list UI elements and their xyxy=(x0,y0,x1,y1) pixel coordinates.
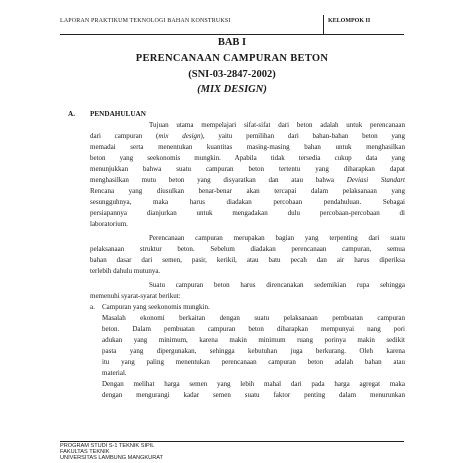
paragraph-line: Suatu campuran beton harus direncanakan sedemikian rupa sehingga xyxy=(149,281,405,289)
list-item-line: dengan mengurangi kadar semen suatu faktor penting dalam menurunkan xyxy=(102,391,405,399)
footer-divider xyxy=(60,441,404,442)
footer-program: PROGRAM STUDI S-1 TEKNIK SIPIL xyxy=(60,443,155,449)
list-item-line: Dengan melihat harga semen yang lebih mahal dari pada harga agregat maka xyxy=(102,380,405,388)
list-item-line: Masalah ekonomi berkaitan dengan suatu pelaksanaan pembuatan campuran xyxy=(102,314,405,322)
list-marker: a. xyxy=(90,303,95,311)
chapter-label: BAB I xyxy=(217,37,247,48)
emphasis-text: mix design xyxy=(158,132,201,140)
footer-university: UNIVERSITAS LAMBUNG MANGKURAT xyxy=(60,455,163,461)
paragraph-line: terlebih dahulu mutunya. xyxy=(90,267,161,275)
section-heading xyxy=(68,110,146,118)
list-item-line: beton. Dalam pembuatan campuran beton diharapkan mempunyai nang pori xyxy=(102,325,405,333)
list-item-line: itu yang paling menentukan perencanaan campuran beton adalah bahan atau xyxy=(102,358,405,366)
section-letter: A. xyxy=(68,110,75,118)
footer-faculty: FAKULTAS TEKNIK xyxy=(60,449,110,455)
paragraph-line: laboratorium. xyxy=(90,220,128,228)
paragraph-line: Perencanaan campuran merupakan bagian yang terpenting dari suatu xyxy=(149,234,405,242)
paragraph-line: menghasilkan mutu beton yang disyaratkan dan atau bahwa Deviasi Standart xyxy=(90,176,405,184)
paragraph-line: dari campuran (mix design), yaitu pemilihan dari bahan-bahan beton yang xyxy=(90,132,405,140)
paragraph-line: memenuhi syarat-syarat berikut: xyxy=(90,292,181,300)
header-group: KELOMPOK II xyxy=(328,18,371,24)
paragraph-line: persiapannya dianjurkan untuk mengadakan dulu percobaan-percobaan di xyxy=(90,209,405,217)
list-item-title: Campuran yang seekonomis mungkin. xyxy=(102,303,210,311)
paragraph-line: beton yang seekonomis mungkin. Apabila tidak tersedia cukup data yang xyxy=(90,154,405,162)
header-report-title: LAPORAN PRAKTIKUM TEKNOLOGI BAHAN KONSTRUKSI xyxy=(60,18,231,24)
paragraph-line: Rencana yang diusulkan benar-benar akan tercapai dalam pelaksanaan yang xyxy=(90,187,405,195)
paragraph-line: bahan dasar dari semen, pasir, kerikil, atau batu pecah dan air harus diperiksa xyxy=(90,256,405,264)
page-header xyxy=(60,14,404,35)
paragraph-line: sesungguhnya, maka harus diadakan percobaan pendahuluan. Sebagai xyxy=(90,198,405,206)
chapter-standard: (SNI-03-2847-2002) xyxy=(188,69,276,80)
section-title: PENDAHULUAN xyxy=(90,110,146,118)
paragraph-line: Tujuan utama mempelajari sifat-sifat dari beton adalah untuk perencanaan xyxy=(149,121,405,129)
list-item-line: pasta yang dipergunakan, sehingga kebutuhan juga berkurang. Oleh karena xyxy=(102,347,405,355)
paragraph-line: memadai serta menentukan kuantitas masing-masing bahan untuk menghasilkan xyxy=(90,143,405,151)
chapter-subtitle: (MIX DESIGN) xyxy=(197,84,267,95)
list-item-line: adukan yang minimum, karena makin minimum ruang porinya makin sedikit xyxy=(102,336,405,344)
paragraph-line: menunjukkan bahwa suatu campuran beton tertentu yang diharapkan dapat xyxy=(90,165,405,173)
header-divider xyxy=(323,15,324,34)
list-item-line: material. xyxy=(102,369,127,377)
chapter-title: PERENCANAAN CAMPURAN BETON xyxy=(135,53,329,64)
paragraph-line: pelaksanaan struktur beton. Sebelum diadakan perencanaan campuran, semua xyxy=(90,245,405,253)
emphasis-text: Deviasi Standart xyxy=(346,176,405,184)
